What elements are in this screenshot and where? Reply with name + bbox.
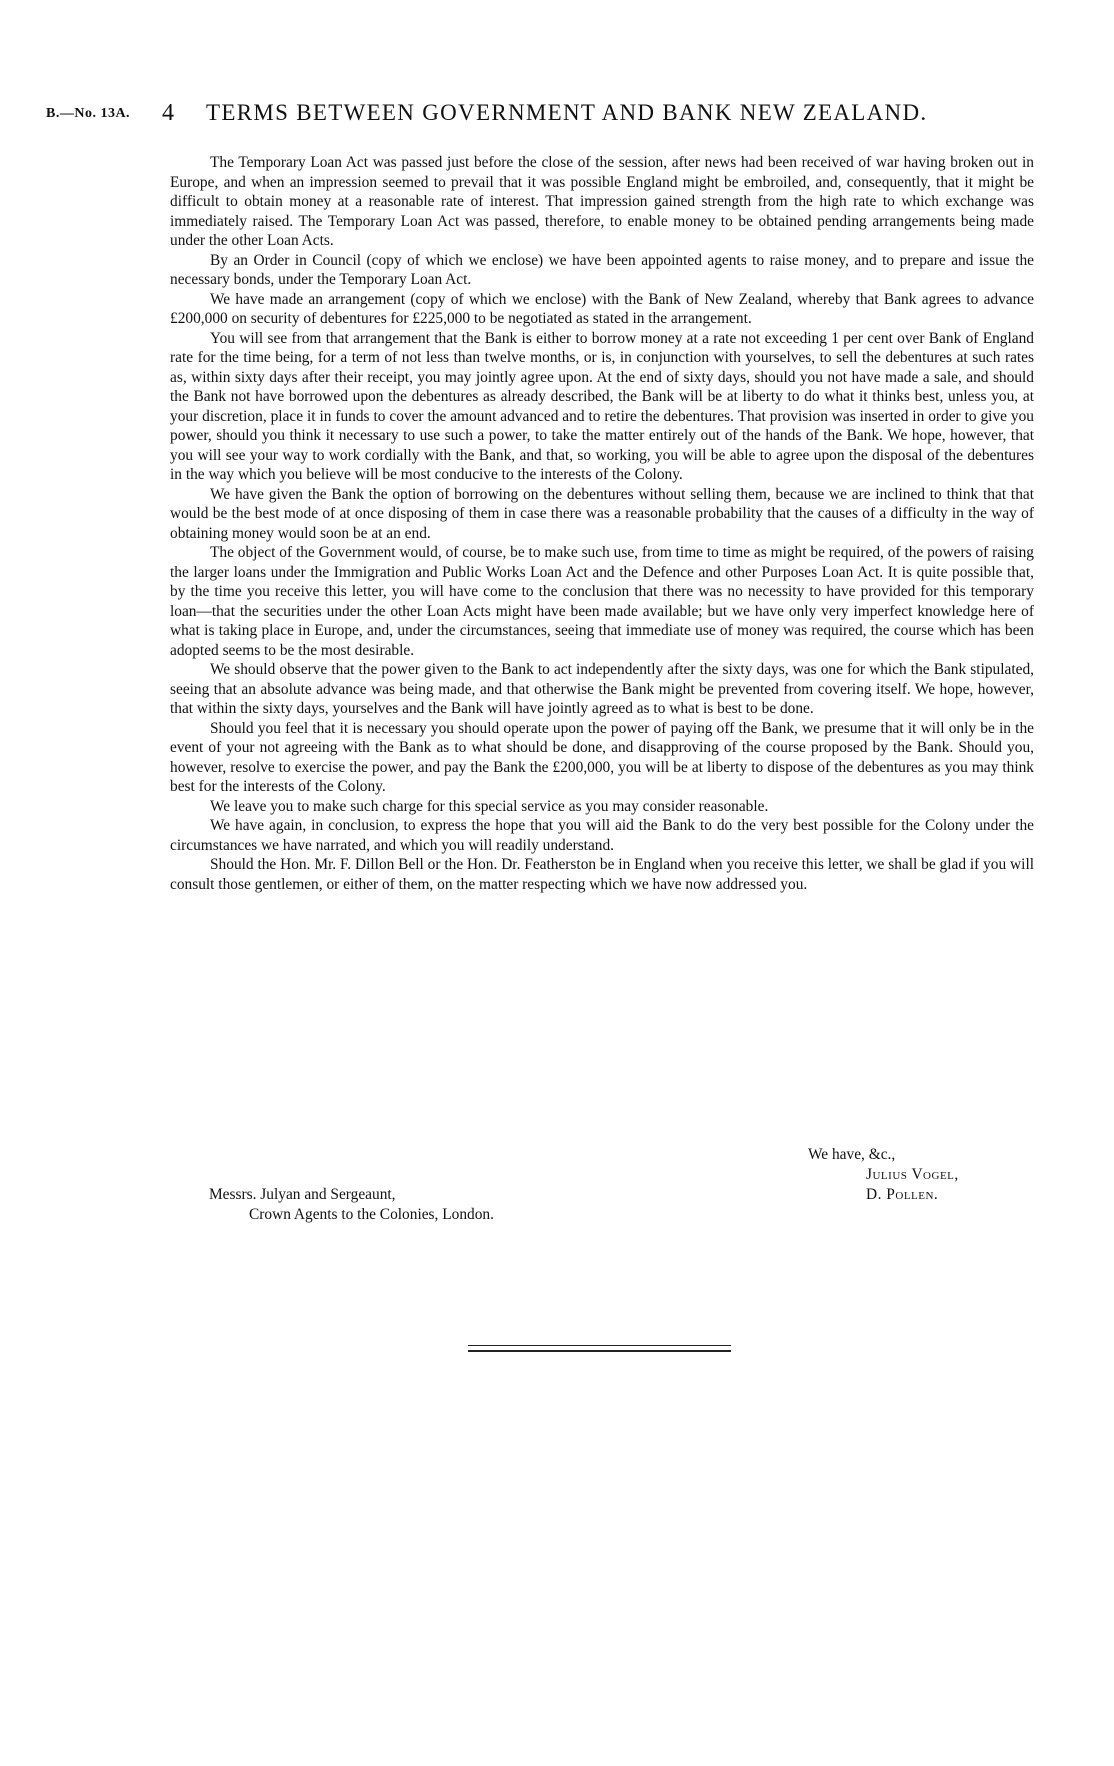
signatory-vogel: Julius Vogel, <box>866 1166 959 1183</box>
paragraph-4: You will see from that arrangement that the Bank is either to borrow money at a rate not exceeding 1 per cent over Bank of England rate for the time being, for a term of not less than twelve months, or is, in conjunction with yourselves, to sell the debentures at such rates as, within sixty days after their receipt, you may jointly agree upon. At the end of sixty days, should you not have made a sale, and should the Bank not have borrowed upon the debentures as already described, the Bank will be at liberty to do what it thinks best, unless you, at your discretion, place it in funds to cover the amount advanced and to retire the debentures. That provision was inserted in order to give you power, should you think it necessary to use such a power, to take the matter entirely out of the hands of the Bank. We hope, however, that you will see your way to work cordially with the Bank, and that, so working, you will be able to agree upon the disposal of the debentures in the way which you believe will be most conducive to the interests of the Colony. <box>170 329 1034 483</box>
paragraph-8: Should you feel that it is necessary you should operate upon the power of paying off the Bank, we presume that it will only be in the event of your not agreeing with the Bank as to what should be done, and disapproving of the course proposed by the Bank. Should you, however, resolve to exercise the power, and pay the Bank the £200,000, you will be at liberty to dispose of the debentures as you may think best for the interests of the Colony. <box>170 719 1034 795</box>
paragraph-9: We leave you to make such charge for this special service as you may consider reasonable. <box>210 797 769 815</box>
end-rule-top <box>468 1345 731 1346</box>
signatory-pollen: D. Pollen. <box>866 1186 939 1203</box>
paragraph-1: The Temporary Loan Act was passed just before the close of the session, after news had been received of war having broken out in Europe, and when an impression seemed to prevail that it was possible England might be embroiled, and, consequently, that it might be difficult to obtain money at a reasonable rate of interest. That impression gained strength from the high rate to which exchange was immediately raised. The Temporary Loan Act was passed, therefore, to enable money to be obtained pending arrangements being made under the other Loan Acts. <box>170 154 1034 249</box>
paragraph-10: We have again, in conclusion, to express the hope that you will aid the Bank to do the very best possible for the Colony under the circumstances we have narrated, and which you will readily understand. <box>170 817 1034 854</box>
addressee-title: Crown Agents to the Colonies, London. <box>249 1206 494 1223</box>
paper-reference: B.—No. 13A. <box>46 106 131 121</box>
page-title: TERMS BETWEEN GOVERNMENT AND BANK NEW ZEALAND. <box>206 100 928 125</box>
paragraph-11: Should the Hon. Mr. F. Dillon Bell or the Hon. Dr. Featherston be in England when you receive this letter, we shall be glad if you will consult those gentlemen, or either of them, on the matter respecting which we have now addressed you. <box>170 856 1034 893</box>
end-rule-bottom <box>468 1350 731 1352</box>
paragraph-3: We have made an arrangement (copy of which we enclose) with the Bank of New Zealand, whereby that Bank agrees to advance £200,000 on security of debentures for £225,000 to be negotiated as stated in the arrangement. <box>170 290 1034 327</box>
page-header <box>46 100 1076 130</box>
paragraph-6: The object of the Government would, of course, be to make such use, from time to time as might be required, of the powers of raising the larger loans under the Immigration and Public Works Loan Act and the Defence and other Purposes Loan Act. It is quite possible that, by the time you receive this letter, you will have come to the conclusion that there was no necessity to have provided for this temporary loan—that the securities under the other Loan Acts might have been made available; but we have only very imperfect knowledge here of what is taking place in Europe, and, under the circumstances, seeing that immediate use of money was required, the course which has been adopted seems to be the most desirable. <box>170 544 1034 659</box>
paragraph-5: We have given the Bank the option of borrowing on the debentures without selling them, because we are inclined to think that that would be the best mode of at once disposing of them in case there was a reasonable probability that the causes of a difficulty in the way of obtaining money would soon be at an end. <box>170 485 1034 542</box>
letter-body <box>170 153 1034 894</box>
page-number: 4 <box>162 100 174 126</box>
paragraph-7: We should observe that the power given to the Bank to act independently after the sixty days, was one for which the Bank stipulated, seeing that an absolute advance was being made, and that otherwise the Bank might be prevented from covering itself. We hope, however, that within the sixty days, yourselves and the Bank will have jointly agreed as to what is best to be done. <box>170 661 1034 717</box>
addressee-name: Messrs. Julyan and Sergeaunt, <box>209 1186 396 1203</box>
closing-salutation: We have, &c., <box>808 1146 896 1163</box>
paragraph-2: By an Order in Council (copy of which we enclose) we have been appointed agents to raise money, and to prepare and issue the necessary bonds, under the Temporary Loan Act. <box>170 251 1034 288</box>
